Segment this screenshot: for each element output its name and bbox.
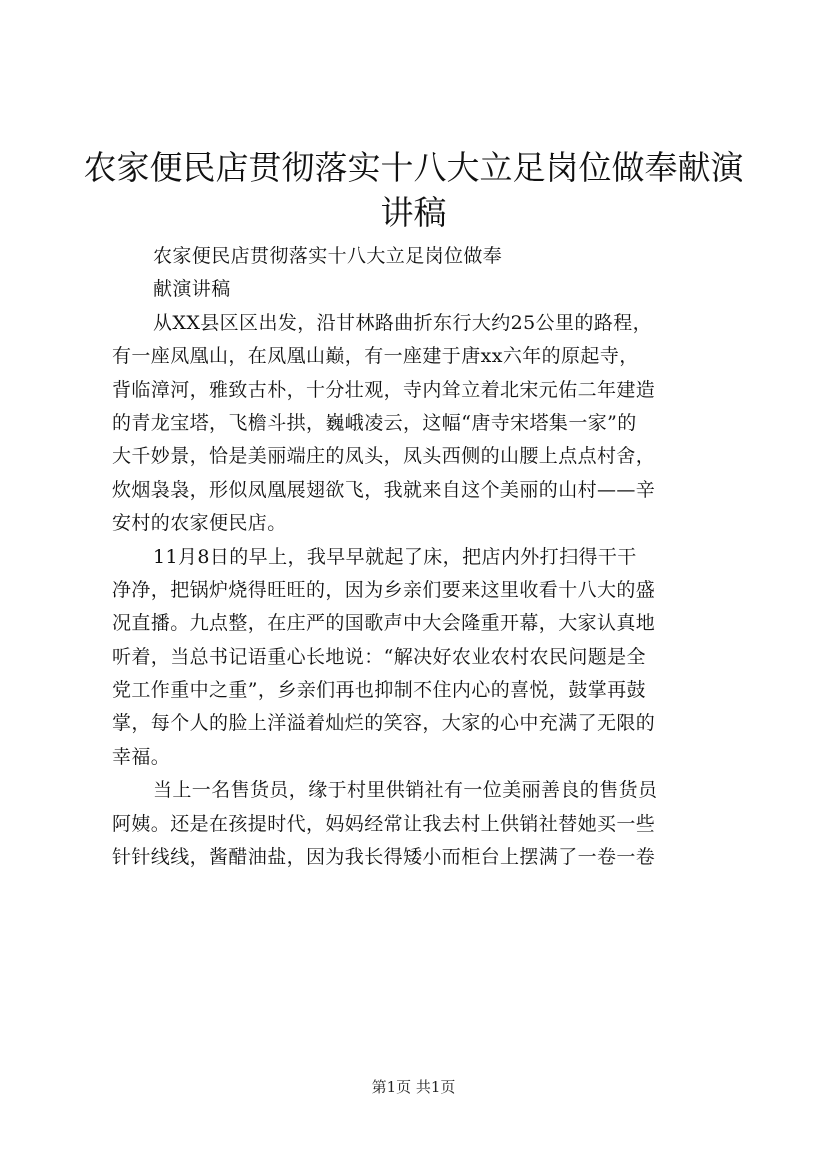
body-line: 况直播。九点整，在庄严的国歌声中大会隆重开幕，大家认真地 [112, 612, 656, 635]
document-body [112, 240, 738, 874]
body-line: 针针线线，酱醋油盐，因为我长得矮小而柜台上摆满了一卷一卷 [112, 846, 656, 869]
body-line: 听着，当总书记语重心长地说：“解决好农业农村农民问题是全 [112, 645, 646, 668]
page-number-footer: 第1页 共1页 [371, 1078, 456, 1096]
body-line: 净净，把锅炉烧得旺旺的，因为乡亲们要来这里收看十八大的盛 [112, 578, 656, 601]
body-line: 大千妙景，恰是美丽端庄的凤头，凤头西侧的山腰上点点村舍， [112, 445, 656, 468]
body-line: 献演讲稿 [153, 278, 231, 301]
body-line: 安村的农家便民店。 [112, 512, 287, 535]
body-line: 从XX县区区出发，沿甘林路曲折东行大约25公里的路程， [153, 311, 653, 334]
body-line: 11月8日的早上，我早早就起了床，把店内外打扫得干干 [153, 545, 637, 568]
body-line: 当上一名售货员，缘于村里供销社有一位美丽善良的售货员 [153, 779, 658, 802]
body-line: 党工作重中之重”，乡亲们再也抑制不住内心的喜悦，鼓掌再鼓 [112, 679, 646, 702]
document-title-line-1: 农家便民店贯彻落实十八大立足岗位做奉献演 [83, 148, 744, 187]
body-line: 有一座凤凰山，在凤凰山巅，有一座建于唐xx六年的原起寺， [112, 345, 639, 368]
body-line: 幸福。 [112, 745, 171, 768]
body-line: 炊烟袅袅，形似凤凰展翅欲飞，我就来自这个美丽的山村——辛 [112, 478, 656, 501]
body-line: 的青龙宝塔，飞檐斗拱，巍峨凌云，这幅“唐寺宋塔集一家”的 [112, 411, 637, 434]
body-line: 背临漳河，雅致古朴，十分壮观，寺内耸立着北宋元佑二年建造 [112, 378, 656, 401]
document-title-line-2: 讲稿 [380, 193, 447, 232]
body-line: 阿姨。还是在孩提时代，妈妈经常让我去村上供销社替她买一些 [112, 812, 656, 835]
body-line: 农家便民店贯彻落实十八大立足岗位做奉 [153, 245, 503, 267]
body-line: 掌，每个人的脸上洋溢着灿烂的笑容，大家的心中充满了无限的 [112, 712, 656, 735]
